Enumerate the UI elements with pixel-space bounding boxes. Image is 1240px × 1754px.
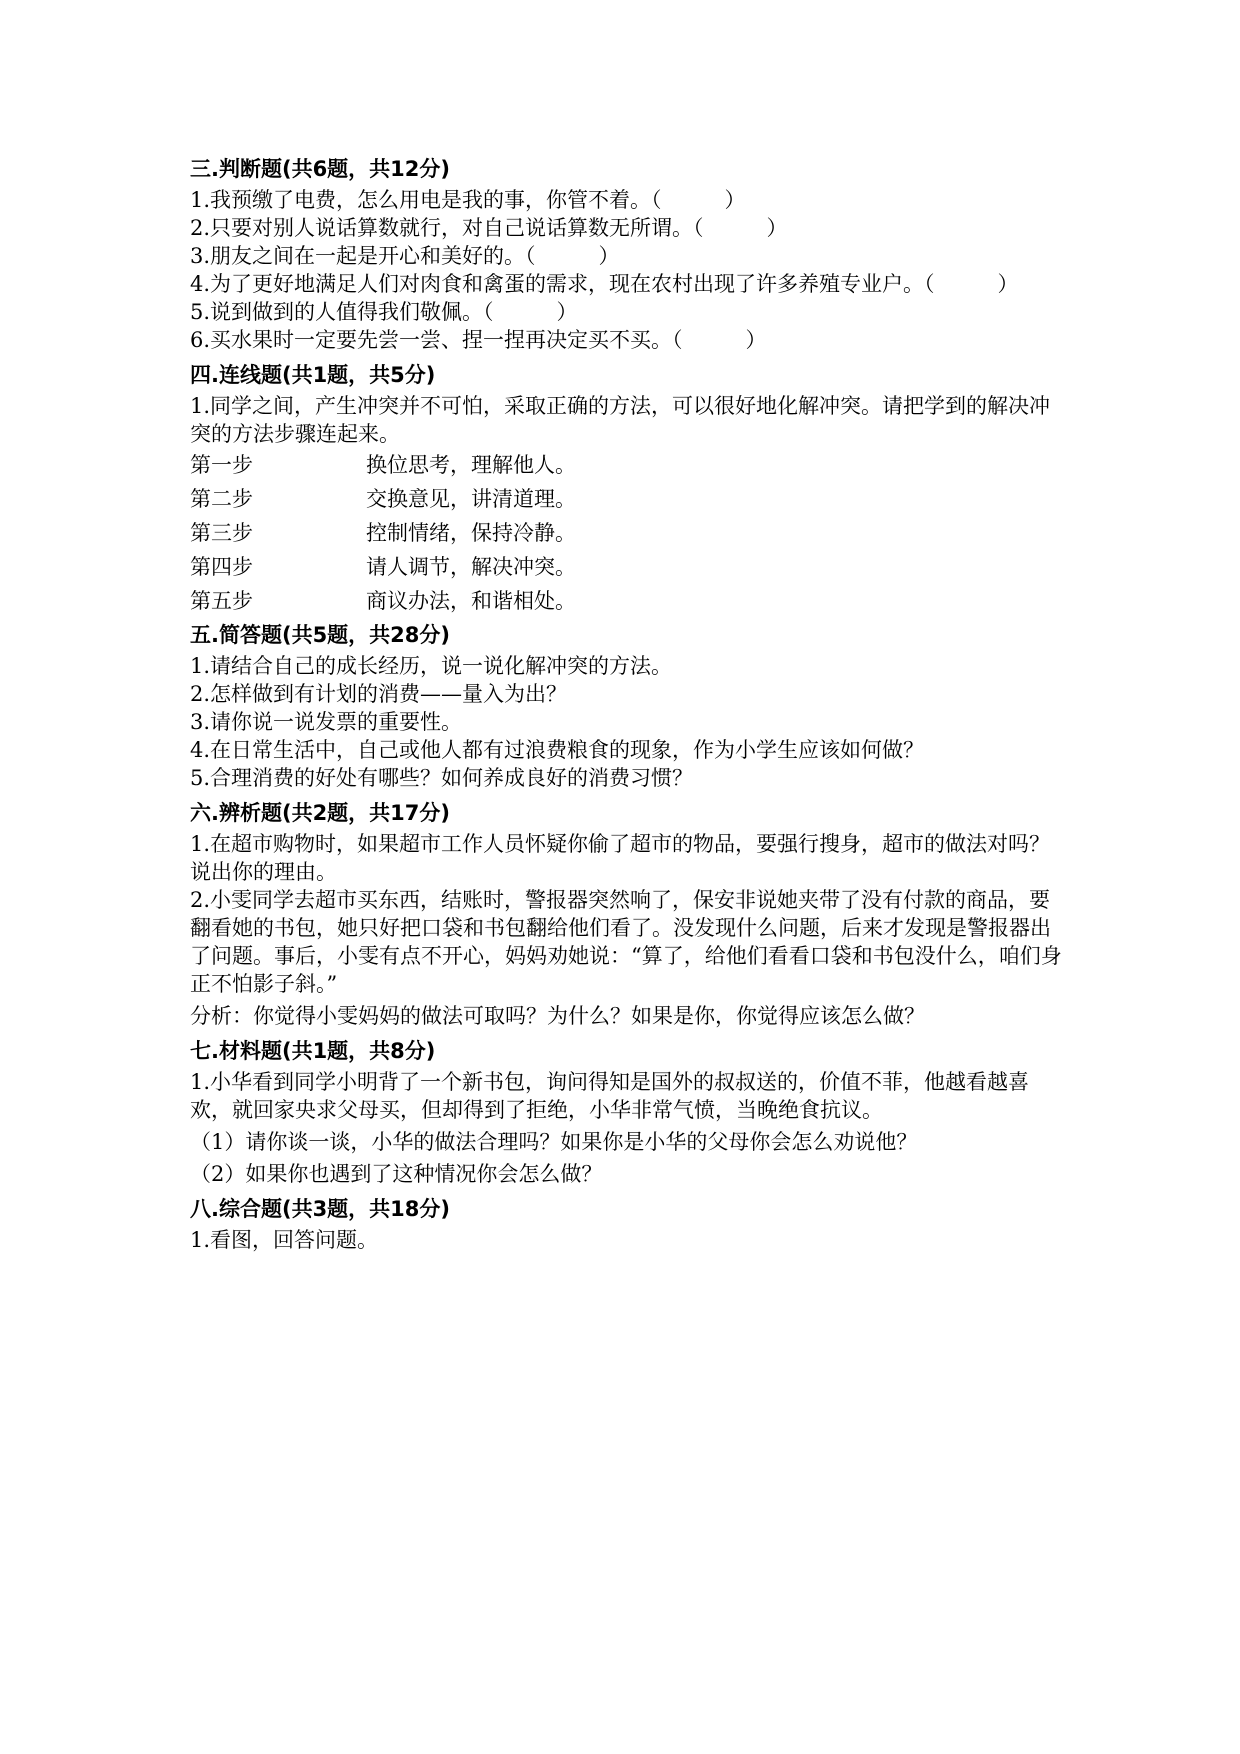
section-5-title: 五.简答题(共5题，共28分) (190, 623, 451, 647)
section-6-title: 六.辨析题(共2题，共17分) (190, 801, 451, 825)
method-label: 交换意见，讲清道理。 (366, 487, 576, 511)
s3-question-5: 5.说到做到的人值得我们敬佩。（ ） (190, 300, 578, 324)
matching-list (190, 448, 1070, 618)
s4-question-1: 1.同学之间，产生冲突并不可怕，采取正确的方法，可以很好地化解冲突。请把学到的解决冲突的方法步骤连起来。 (190, 394, 1051, 446)
s6-question-1: 1.在超市购物时，如果超市工作人员怀疑你偷了超市的物品，要强行搜身，超市的做法对吗？说出你的理由。 (190, 832, 1051, 884)
s5-question-1: 1.请结合自己的成长经历，说一说化解冲突的方法。 (190, 654, 673, 678)
step-label: 第一步 (190, 453, 253, 477)
matching-row (190, 550, 1070, 584)
step-label: 第四步 (190, 555, 253, 579)
s3-question-3: 3.朋友之间在一起是开心和美好的。（ ） (190, 244, 620, 268)
s5-question-3: 3.请你说一说发票的重要性。 (190, 710, 463, 734)
s6-analysis: 分析：你觉得小雯妈妈的做法可取吗？为什么？如果是你，你觉得应该怎么做？ (190, 1004, 925, 1028)
matching-row (190, 584, 1070, 618)
s5-question-4: 4.在日常生活中，自己或他人都有过浪费粮食的现象，作为小学生应该如何做？ (190, 738, 925, 762)
s3-question-1: 1.我预缴了电费，怎么用电是我的事，你管不着。（ ） (190, 188, 746, 212)
matching-row (190, 448, 1070, 482)
section-3-title: 三.判断题(共6题，共12分) (190, 157, 451, 181)
method-label: 控制情绪，保持冷静。 (366, 521, 576, 545)
step-label: 第二步 (190, 487, 253, 511)
s7-subquestion-1: （1）请你谈一谈，小华的做法合理吗？如果你是小华的父母你会怎么劝说他？ (190, 1130, 918, 1154)
s8-question-1: 1.看图，回答问题。 (190, 1228, 379, 1252)
method-label: 商议办法，和谐相处。 (366, 589, 576, 613)
s3-question-4: 4.为了更好地满足人们对肉食和禽蛋的需求，现在农村出现了许多养殖专业户。（ ） (190, 272, 1019, 296)
s5-question-5: 5.合理消费的好处有哪些？如何养成良好的消费习惯？ (190, 766, 694, 790)
method-label: 换位思考，理解他人。 (366, 453, 576, 477)
s5-question-2: 2.怎样做到有计划的消费——量入为出？ (190, 682, 568, 706)
method-label: 请人调节，解决冲突。 (366, 555, 576, 579)
s3-question-2: 2.只要对别人说话算数就行，对自己说话算数无所谓。（ ） (190, 216, 788, 240)
section-8-title: 八.综合题(共3题，共18分) (190, 1197, 451, 1221)
s6-question-2: 2.小雯同学去超市买东西，结账时，警报器突然响了，保安非说她夹带了没有付款的商品，要翻看她的书包，她只好把口袋和书包翻给他们看了。没发现什么问题，后来才发现是警报器出了问题。事后，小雯有点不开心，妈妈劝她说：“算了，给他们看看口袋和书包没什么，咱们身正不怕影子斜。” (190, 888, 1062, 996)
exam-page (190, 152, 1070, 1254)
section-7-title: 七.材料题(共1题，共8分) (190, 1039, 436, 1063)
s7-subquestion-2: （2）如果你也遇到了这种情况你会怎么做？ (190, 1162, 603, 1186)
matching-row (190, 516, 1070, 550)
step-label: 第五步 (190, 589, 253, 613)
section-4-title: 四.连线题(共1题，共5分) (190, 363, 436, 387)
s3-question-6: 6.买水果时一定要先尝一尝、捏一捏再决定买不买。（ ） (190, 328, 767, 352)
s7-question-1: 1.小华看到同学小明背了一个新书包，询问得知是国外的叔叔送的，价值不菲，他越看越喜欢，就回家央求父母买，但却得到了拒绝，小华非常气愤，当晚绝食抗议。 (190, 1070, 1030, 1122)
step-label: 第三步 (190, 521, 253, 545)
matching-row (190, 482, 1070, 516)
